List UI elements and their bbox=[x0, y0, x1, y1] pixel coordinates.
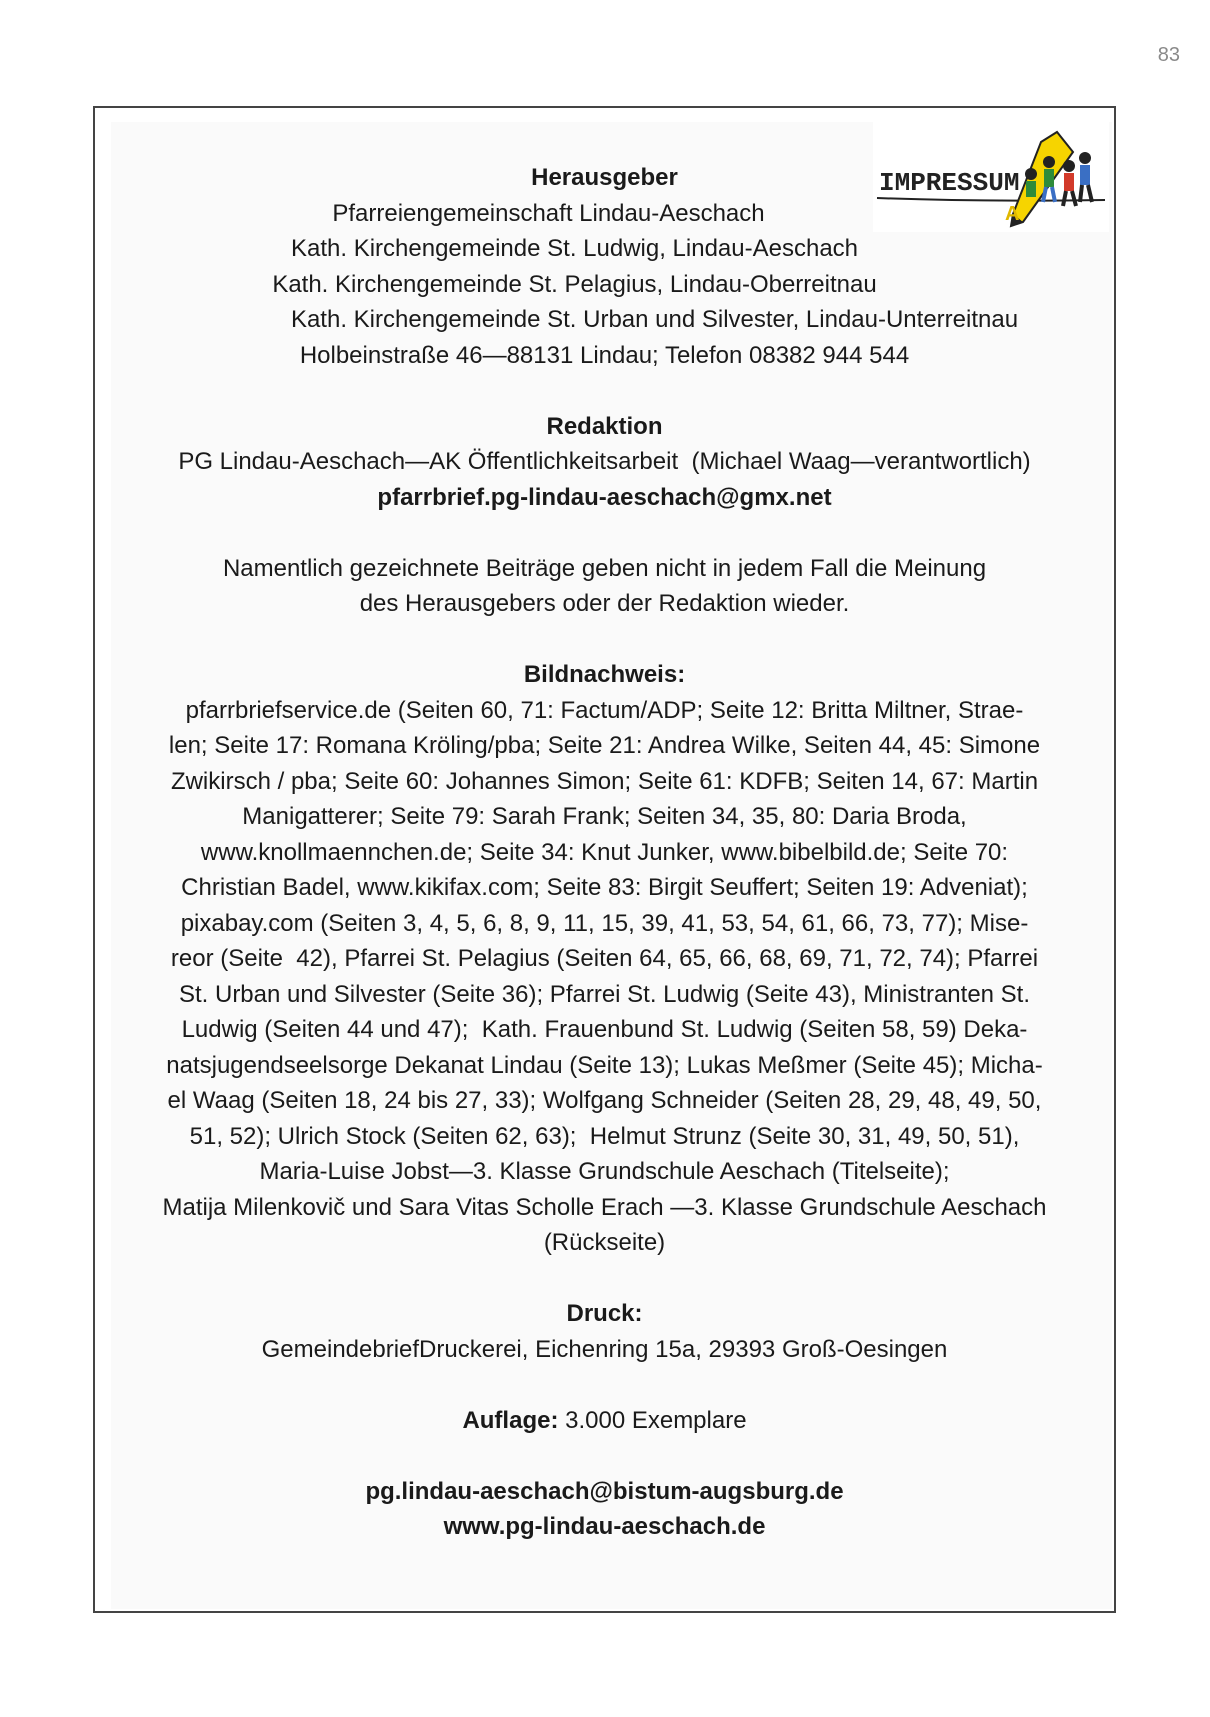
impressum-logo-letter: A bbox=[1005, 203, 1020, 225]
auflage-label: Auflage: bbox=[462, 1406, 559, 1434]
bildnachweis-heading: Bildnachweis: bbox=[523, 661, 686, 688]
impressum-content bbox=[113, 160, 1096, 1545]
druck-line: GemeindebriefDruckerei, Eichenring 15a, 29393 Groß-Oesingen bbox=[261, 1335, 948, 1363]
herausgeber-line: Kath. Kirchengemeinde St. Pelagius, Lindau-Oberreitnau bbox=[272, 270, 877, 298]
disclaimer-line: Namentlich gezeichnete Beiträge geben nicht in jedem Fall die Meinung bbox=[222, 554, 987, 582]
herausgeber-line: Pfarreiengemeinschaft Lindau-Aeschach bbox=[332, 199, 765, 227]
druck-heading: Druck: bbox=[566, 1300, 643, 1327]
bildnachweis-line: reor (Seite 42), Pfarrei St. Pelagius (Seiten 64, 65, 66, 68, 69, 71, 72, 74); Pfarrei bbox=[170, 945, 1039, 972]
redaktion-email-link[interactable]: pfarrbrief.pg-lindau-aeschach@gmx.net bbox=[377, 483, 832, 511]
page-number: 83 bbox=[1157, 44, 1180, 66]
redaktion-line: PG Lindau-Aeschach—AK Öffentlichkeitsarbeit (Michael Waag—verantwortlich) bbox=[178, 448, 1031, 475]
bildnachweis-line: Ludwig (Seiten 44 und 47); Kath. Frauenbund St. Ludwig (Seiten 58, 59) Deka- bbox=[181, 1016, 1028, 1043]
herausgeber-line: Kath. Kirchengemeinde St. Urban und Silvester, Lindau-Unterreitnau bbox=[290, 306, 1019, 333]
herausgeber-heading: Herausgeber bbox=[531, 164, 678, 191]
impressum-logo-text: IMPRESSUM bbox=[879, 168, 1020, 198]
bildnachweis-line: 51, 52); Ulrich Stock (Seiten 62, 63); Helmut Strunz (Seite 30, 31, 49, 50, 51), bbox=[189, 1122, 1020, 1150]
disclaimer-line: des Herausgebers oder der Redaktion wieder. bbox=[359, 590, 850, 617]
website-link[interactable]: www.pg-lindau-aeschach.de bbox=[443, 1513, 766, 1540]
bildnachweis-line: Matija Milenkovič und Sara Vitas Scholle Erach —3. Klasse Grundschule Aeschach bbox=[162, 1193, 1047, 1221]
bildnachweis-line: Maria-Luise Jobst—3. Klasse Grundschule Aeschach (Titelseite); bbox=[259, 1158, 950, 1185]
bildnachweis-line: www.knollmaennchen.de; Seite 34: Knut Junker, www.bibelbild.de; Seite 70: bbox=[200, 838, 1009, 866]
bildnachweis-line: len; Seite 17: Romana Kröling/pba; Seite 21: Andrea Wilke, Seiten 44, 45: Simone bbox=[168, 732, 1041, 759]
bildnachweis-line: (Rückseite) bbox=[543, 1229, 666, 1256]
redaktion-heading: Redaktion bbox=[546, 412, 663, 440]
bildnachweis-line: pixabay.com (Seiten 3, 4, 5, 6, 8, 9, 11, 15, 39, 41, 53, 54, 61, 66, 73, 77); Mise- bbox=[180, 909, 1029, 937]
bildnachweis-line: St. Urban und Silvester (Seite 36); Pfarrei St. Ludwig (Seite 43), Ministranten St. bbox=[178, 980, 1031, 1008]
bildnachweis-line: Manigatterer; Seite 79: Sarah Frank; Seiten 34, 35, 80: Daria Broda, bbox=[242, 803, 967, 830]
herausgeber-line: Holbeinstraße 46—88131 Lindau; Telefon 08382 944 544 bbox=[299, 341, 910, 369]
herausgeber-line: Kath. Kirchengemeinde St. Ludwig, Lindau-Aeschach bbox=[290, 235, 859, 262]
bildnachweis-line: Christian Badel, www.kikifax.com; Seite 83: Birgit Seuffert; Seiten 19: Adveniat); bbox=[181, 874, 1028, 901]
bildnachweis-line: natsjugendseelsorge Dekanat Lindau (Seite 13); Lukas Meßmer (Seite 45); Micha- bbox=[166, 1051, 1043, 1079]
bildnachweis-line: el Waag (Seiten 18, 24 bis 27, 33); Wolfgang Schneider (Seiten 28, 29, 48, 49, 50, bbox=[167, 1087, 1042, 1114]
bildnachweis-line: Zwikirsch / pba; Seite 60: Johannes Simon; Seite 61: KDFB; Seiten 14, 67: Martin bbox=[170, 767, 1039, 795]
auflage-line bbox=[113, 1403, 1096, 1439]
contact-email-link[interactable]: pg.lindau-aeschach@bistum-augsburg.de bbox=[365, 1477, 844, 1505]
bildnachweis-line: pfarrbriefservice.de (Seiten 60, 71: Factum/ADP; Seite 12: Britta Miltner, Strae- bbox=[185, 696, 1024, 724]
auflage-value: 3.000 Exemplare bbox=[558, 1406, 747, 1434]
